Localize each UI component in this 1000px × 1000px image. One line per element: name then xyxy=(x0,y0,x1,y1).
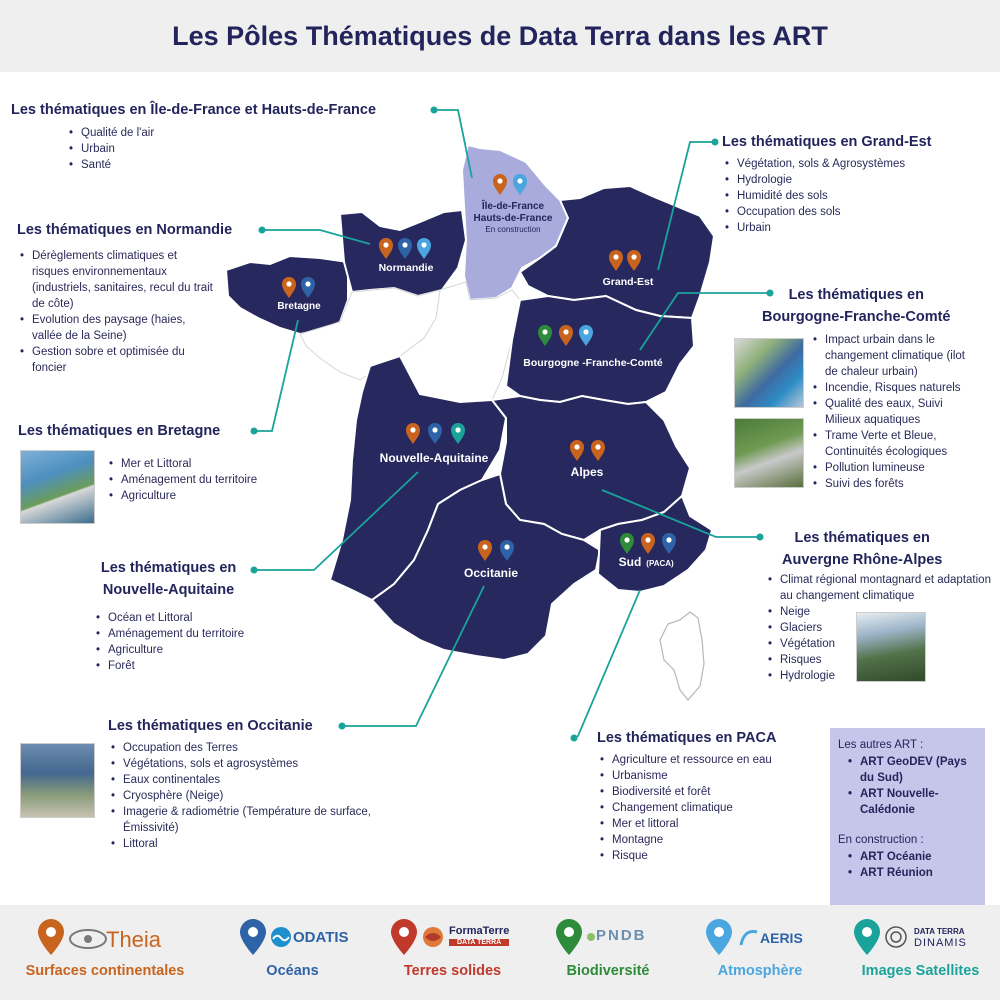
map-label-sud-small: (PACA) xyxy=(646,559,674,568)
list-item: • Suivi des forêts xyxy=(810,476,980,492)
list-item: • Cryosphère (Neige) xyxy=(108,788,408,804)
list-item: • Agriculture xyxy=(106,488,257,504)
bretagne-thumbnail-image xyxy=(20,450,95,524)
pin-icon xyxy=(556,919,582,955)
list-item: • Océan et Littoral xyxy=(93,610,244,626)
legend-label-aeris: Atmosphère xyxy=(717,963,803,979)
map-label-normandie: Normandie xyxy=(378,262,434,274)
region-block-ara xyxy=(782,528,942,570)
list-item: • Littoral xyxy=(108,836,408,852)
page-title: Les Pôles Thématiques de Data Terra dans les ART xyxy=(172,20,828,51)
legend-brand-dinamis-top: DATA TERRA xyxy=(914,927,965,936)
map-label-idf-2: Hauts-de-France xyxy=(473,213,553,224)
region-list-bfc xyxy=(810,332,980,492)
legend-brand-theia: Theia xyxy=(106,927,162,952)
map-label-idf-1: Île-de-France xyxy=(481,201,545,212)
list-item: • ART Océanie xyxy=(838,849,977,865)
dinamis-rings-icon xyxy=(884,925,908,949)
list-item: • Occupation des sols xyxy=(722,204,932,220)
list-item: • Eaux continentales xyxy=(108,772,408,788)
map-label-bfc: Bourgogne -Franche-Comté xyxy=(523,357,663,369)
list-item: • Glaciers xyxy=(765,620,997,636)
region-title-normandie: Les thématiques en Normandie xyxy=(17,222,233,238)
list-item: • Neige xyxy=(765,604,997,620)
connector-bretagne xyxy=(254,320,298,431)
list-item: • Hydrologie xyxy=(765,668,997,684)
legend-brand-odatis: ODATIS xyxy=(293,929,349,946)
legend-pndb xyxy=(548,915,668,995)
region-title-bfc-1: Les thématiques en xyxy=(788,287,924,303)
list-item: • Qualité des eaux, Suivi Milieux aquatiques xyxy=(810,396,980,428)
legend-dinamis xyxy=(848,915,993,995)
region-title-grand-est: Les thématiques en Grand-Est xyxy=(722,134,932,150)
odatis-wave-icon xyxy=(269,925,293,949)
region-title-idf: Les thématiques en Île-de-France et Hauts-de-France xyxy=(11,102,377,118)
region-title-paca: Les thématiques en PACA xyxy=(597,730,777,746)
legend-brand-pndb: PNDB xyxy=(596,927,647,944)
list-item: • Végétation, sols & Agrosystèmes xyxy=(722,156,932,172)
list-item: • Impact urbain dans le changement climatique (ilot de chaleur urbain) xyxy=(810,332,980,380)
list-item: • Végétation xyxy=(765,636,997,652)
list-item: • ART Nouvelle-Calédonie xyxy=(838,786,977,818)
bfc-thumbnail-image-1 xyxy=(734,338,804,408)
legend-odatis xyxy=(225,915,360,995)
region-block-bfc xyxy=(762,285,951,327)
ara-thumbnail-image xyxy=(856,612,926,682)
list-item: • Biodiversité et forêt xyxy=(597,784,776,800)
list-item: • Mer et littoral xyxy=(597,816,776,832)
aeris-swirl-icon xyxy=(738,927,760,949)
map-label-occitanie: Occitanie xyxy=(463,566,519,580)
other-art-box xyxy=(830,728,985,905)
list-item: • ART Réunion xyxy=(838,865,977,881)
map-label-sud: Sud xyxy=(618,555,642,569)
legend-brand-dinamis: DINAMIS xyxy=(914,937,967,949)
legend-brand-formaterre: FormaTerre xyxy=(449,925,510,937)
list-item: • Hydrologie xyxy=(722,172,932,188)
region-title-bfc-2: Bourgogne-Franche-Comté xyxy=(762,309,951,325)
legend-label-dinamis: Images Satellites xyxy=(861,963,980,979)
list-item: • Agriculture xyxy=(93,642,244,658)
list-item: • Forêt xyxy=(93,658,244,674)
list-item: • Mer et Littoral xyxy=(106,456,257,472)
list-item: • Qualité de l'air xyxy=(66,125,376,141)
list-item: • Urbain xyxy=(66,141,376,157)
legend-label-theia: Surfaces continentales xyxy=(25,963,185,979)
map-label-idf-3: En construction xyxy=(485,225,541,234)
list-item: • Agriculture et ressource en eau xyxy=(597,752,776,768)
list-item: • Climat régional montagnard et adaptation au changement climatique xyxy=(765,572,997,604)
list-item: • Changement climatique xyxy=(597,800,776,816)
region-block-nouvelle-aquitaine xyxy=(93,558,244,674)
other-art-construction-label: En construction : xyxy=(838,834,924,846)
region-block-grand-est xyxy=(722,132,932,236)
map-label-nouvelle-aquitaine: Nouvelle-Aquitaine xyxy=(379,451,489,465)
region-title-ara-2: Auvergne Rhône-Alpes xyxy=(782,552,943,568)
list-item: • Urbanisme xyxy=(597,768,776,784)
list-item: • Urbain xyxy=(722,220,932,236)
region-block-occitanie xyxy=(108,716,408,852)
legend-brand-formaterre-sub: DATA TERRA xyxy=(449,939,509,946)
legend-formaterre xyxy=(385,915,520,995)
list-item: • Incendie, Risques naturels xyxy=(810,380,980,396)
list-item: • Gestion sobre et optimisée du foncier xyxy=(17,344,217,376)
occitanie-thumbnail-image xyxy=(20,743,95,818)
list-item: • Occupation des Terres xyxy=(108,740,408,756)
list-item: • Risque xyxy=(597,848,776,864)
region-block-idf xyxy=(11,100,376,173)
formaterre-globe-icon xyxy=(421,925,445,949)
map-label-alpes: Alpes xyxy=(570,465,604,479)
list-item: • Imagerie & radiométrie (Température de surface, Émissivité) xyxy=(108,804,408,836)
connector-paca xyxy=(574,590,640,738)
region-block-paca xyxy=(597,728,776,864)
list-item: • Dérèglements climatiques et risques environnementaux (industriels, sanitaires, recul du trait de côte) xyxy=(17,248,217,312)
region-title-bretagne: Les thématiques en Bretagne xyxy=(18,423,221,439)
pin-icon xyxy=(854,919,880,955)
region-title-nouvelle-aquitaine-2: Nouvelle-Aquitaine xyxy=(102,582,235,598)
pin-icon xyxy=(391,919,417,955)
list-item: • Trame Verte et Bleue, Continuités écologiques xyxy=(810,428,980,460)
pin-icon xyxy=(706,919,732,955)
other-art-intro: Les autres ART : xyxy=(838,739,924,751)
region-title-ara-1: Les thématiques en xyxy=(794,530,930,546)
corsica-island xyxy=(660,612,704,700)
list-item: • Humidité des sols xyxy=(722,188,932,204)
legend-aeris xyxy=(700,915,820,995)
list-item: • Aménagement du territoire xyxy=(106,472,257,488)
pin-icon xyxy=(38,919,64,955)
list-item: • Evolution des paysage (haies, vallée de la Seine) xyxy=(17,312,217,344)
legend-label-pndb: Biodiversité xyxy=(566,963,650,979)
region-block-normandie xyxy=(17,220,233,376)
list-item: • Risques xyxy=(765,652,997,668)
legend-label-formaterre: Terres solides xyxy=(403,963,502,979)
legend-brand-aeris: AERIS xyxy=(760,930,803,946)
legend-label-odatis: Océans xyxy=(266,963,319,979)
region-title-occitanie: Les thématiques en Occitanie xyxy=(108,718,313,734)
legend-theia xyxy=(10,915,200,995)
region-title-nouvelle-aquitaine-1: Les thématiques en xyxy=(100,560,237,576)
map-label-bretagne: Bretagne xyxy=(277,301,321,312)
list-item: • Végétations, sols et agrosystèmes xyxy=(108,756,408,772)
list-item: • Pollution lumineuse xyxy=(810,460,980,476)
list-item: • ART GeoDEV (Pays du Sud) xyxy=(838,754,977,786)
bfc-thumbnail-image-2 xyxy=(734,418,804,488)
pin-icon xyxy=(240,919,266,955)
theia-eye-icon xyxy=(68,927,108,951)
map-label-grand-est: Grand-Est xyxy=(602,276,654,288)
list-item: • Montagne xyxy=(597,832,776,848)
list-item: • Santé xyxy=(66,157,376,173)
list-item: • Aménagement du territoire xyxy=(93,626,244,642)
pndb-letters-icon xyxy=(586,925,596,949)
